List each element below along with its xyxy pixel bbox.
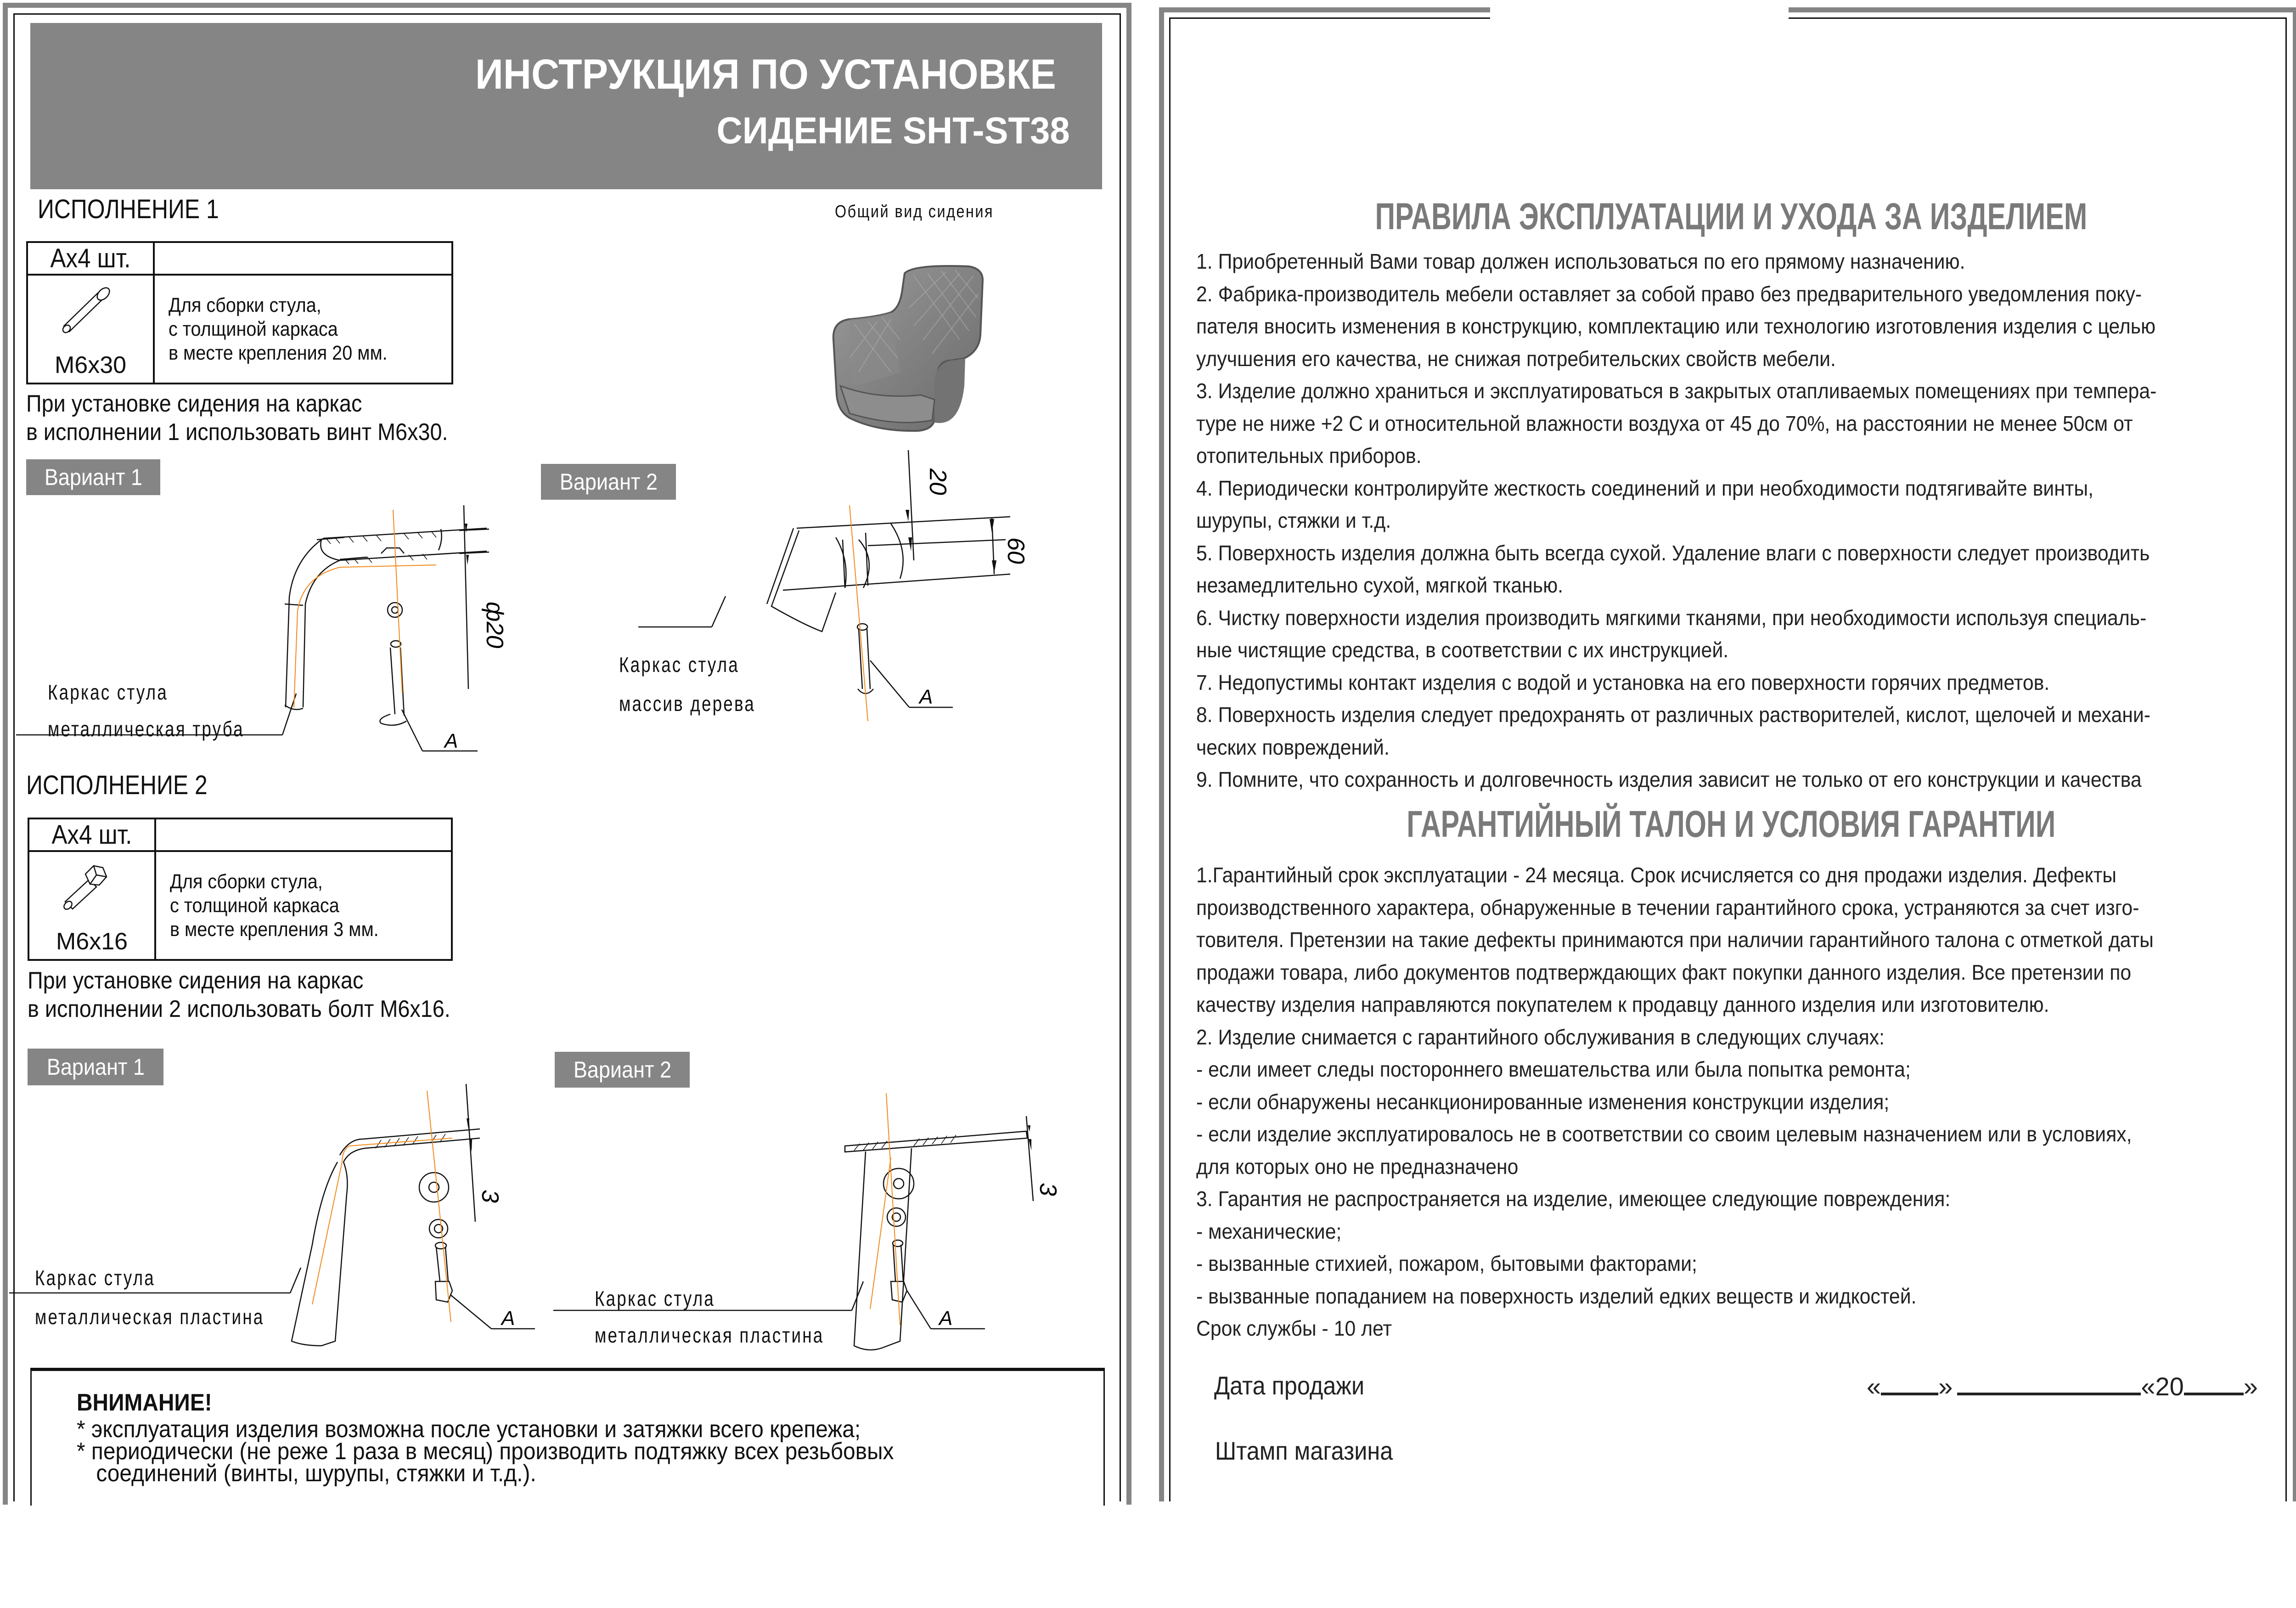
close-quote: »	[1938, 1372, 1953, 1401]
text-line: 6. Чистку поверхности изделия производить мягкими тканями, при необходимости используя специаль-	[1196, 605, 2147, 630]
text-line: - вызванные попаданием на поверхность изделий едких веществ и жидкостей.	[1196, 1284, 1917, 1308]
execution-1-note	[26, 389, 448, 446]
general-view-caption: Общий вид сидения	[835, 202, 994, 221]
material-label: металлическая пластина	[35, 1305, 264, 1329]
text-line: туре не ниже +2 С и относительной влажности воздуха от 45 до 70%, на расстоянии не менее 50см от	[1196, 411, 2133, 435]
text-line: Срок службы - 10 лет	[1196, 1316, 1392, 1340]
note-line: в исполнении 1 использовать винт М6х30.	[26, 419, 448, 446]
dimension-3: 3	[477, 1190, 503, 1203]
text-line: - если изделие эксплуатировалось не в соответствии со своим целевым назначением или в условиях,	[1196, 1122, 2132, 1146]
text-line: 4. Периодически контролируйте жесткость соединений и при необходимости подтягивайте винты,	[1196, 476, 2094, 500]
frame-label: Каркас стула	[35, 1266, 155, 1290]
fastener-cell	[27, 275, 154, 384]
sale-date-label: Дата продажи	[1214, 1371, 1365, 1400]
chair-seat-image	[822, 248, 1024, 446]
bolt-icon	[57, 861, 121, 912]
frame-label: Каркас стула	[595, 1286, 715, 1310]
text-line: отопительных приборов.	[1196, 444, 1422, 468]
execution-1-variant-1-label	[26, 459, 160, 495]
material-label: металлическая пластина	[595, 1323, 824, 1347]
note-line: в исполнении 2 использовать болт М6х16.	[28, 996, 450, 1022]
part-label-a: А	[501, 1307, 515, 1330]
part-label-a: А	[919, 686, 933, 708]
text-line: продажи товара, либо документов подтверждающих факт покупки данного изделия. Все претензии по	[1196, 960, 2132, 984]
page-title: ИНСТРУКЦИЯ ПО УСТАНОВКЕ	[475, 51, 1056, 98]
sale-date-field[interactable]	[1867, 1371, 2258, 1401]
product-subtitle: СИДЕНИЕ SHT-ST38	[716, 110, 1070, 152]
year-prefix: «20	[2141, 1372, 2184, 1401]
text-line: 3. Изделие должно храниться и эксплуатироваться в закрытых отапливаемых помещениях при темпера-	[1196, 379, 2157, 403]
parts-table-2	[28, 818, 453, 961]
fastener-description	[154, 275, 452, 384]
execution-2-title: ИСПОЛНЕНИЕ 2	[26, 770, 208, 800]
variant-label-text: Вариант 1	[46, 1054, 145, 1080]
text-line: 8. Поверхность изделия следует предохранять от различных растворителей, кислот, щелочей и механи-	[1196, 703, 2151, 727]
top-frame-gap	[1490, 5, 1789, 21]
description-line: в месте крепления 3 мм.	[170, 918, 379, 941]
year-blank[interactable]	[2184, 1371, 2244, 1395]
header-banner	[30, 23, 1102, 189]
rules-title	[1176, 195, 2287, 238]
text-line: пателя вносить изменения в конструкцию, комплектацию или технологию изготовления изделия с целью	[1196, 314, 2156, 338]
variant-label-text: Вариант 1	[44, 464, 142, 490]
warranty-list	[1196, 859, 2226, 1345]
diagram-metal-tube	[0, 496, 508, 753]
text-line: для которых оно не предназначено	[1196, 1154, 1519, 1179]
text-line: 2. Изделие снимается с гарантийного обслуживания в следующих случаях:	[1196, 1025, 1885, 1049]
text-line: - механические;	[1196, 1219, 1342, 1243]
attention-text	[77, 1388, 894, 1488]
text-line: незамедлительно сухой, мягкой тканью.	[1196, 573, 1564, 597]
rules-list	[1196, 245, 2229, 796]
text-line: ческих повреждений.	[1196, 735, 1390, 759]
text-line: 9. Помните, что сохранность и долговечность изделия зависит не только от его конструкции и качества	[1196, 767, 2142, 791]
attention-title: ВНИМАНИЕ!	[77, 1389, 212, 1416]
screw-icon	[56, 284, 120, 334]
attention-line: * периодически (не реже 1 раза в месяц) производить подтяжку всех резьбовых	[77, 1438, 894, 1465]
description-line: с толщиной каркаса	[170, 894, 339, 917]
attention-box	[30, 1368, 1105, 1506]
day-blank[interactable]	[1881, 1371, 1938, 1395]
parts-table-1	[26, 241, 453, 384]
text-line: 2. Фабрика-производитель мебели оставляет за собой право без предварительного уведомления поку-	[1196, 282, 2142, 306]
variant-label-text: Вариант 2	[573, 1057, 671, 1083]
empty-cell	[155, 818, 452, 851]
note-line: При установке сидения на каркас	[26, 390, 362, 417]
description-line: Для сборки стула,	[170, 870, 323, 893]
text-line: ные чистящие средства, в соответствии с их инструкцией.	[1196, 638, 1729, 662]
text-line: 1. Приобретенный Вами товар должен использоваться по его прямому назначению.	[1196, 249, 1965, 273]
warranty-title-text: ГАРАНТИЙНЫЙ ТАЛОН И УСЛОВИЯ ГАРАНТИИ	[1407, 803, 2056, 845]
attention-line: * эксплуатация изделия возможна после установки и затяжки всего крепежа;	[77, 1416, 861, 1443]
dimension-phi20: ф20	[481, 602, 508, 649]
year-suffix: »	[2243, 1372, 2258, 1401]
text-line: качеству изделия направляются покупателем к продавцу данного изделия или изготовителю.	[1196, 993, 2049, 1016]
warranty-title	[1176, 803, 2287, 846]
text-line: 5. Поверхность изделия должна быть всегда сухой. Удаление влаги с поверхности следует производить	[1196, 541, 2150, 565]
diagram-solid-wood	[528, 441, 1033, 739]
text-line: шурупы, стяжки и т.д.	[1196, 508, 1391, 532]
part-label-a: А	[939, 1307, 953, 1330]
description-line: Для сборки стула,	[169, 293, 321, 316]
fastener-size: М6х16	[56, 928, 128, 955]
text-line: производственного характера, обнаруженные в течении гарантийного срока, устраняются за счет изго-	[1196, 895, 2139, 920]
attention-line: соединений (винты, шурупы, стяжки и т.д.).	[96, 1460, 536, 1487]
fastener-cell	[28, 851, 155, 960]
text-line: улучшения его качества, не снижая потребительских свойств мебели.	[1196, 346, 1836, 371]
part-label-a: А	[445, 730, 458, 752]
fastener-size: М6х30	[54, 352, 127, 378]
dimension-20: 20	[924, 468, 951, 495]
text-line: - вызванные стихией, пожаром, бытовыми факторами;	[1196, 1252, 1697, 1275]
dimension-3: 3	[1035, 1183, 1061, 1196]
dimension-60: 60	[1002, 537, 1029, 564]
description-line: в месте крепления 20 мм.	[169, 341, 388, 364]
note-line: При установке сидения на каркас	[28, 967, 364, 994]
quantity-cell: Ах4 шт.	[36, 818, 148, 851]
text-line: - если имеет следы постороннего вмешательства или была попытка ремонта;	[1196, 1057, 1911, 1081]
material-label: массив дерева	[619, 692, 755, 716]
description-line: с толщиной каркаса	[169, 317, 338, 340]
store-stamp-label: Штамп магазина	[1215, 1436, 1393, 1465]
text-line: 1.Гарантийный срок эксплуатации - 24 месяца. Срок исчисляется со дня продажи изделия. Дефекты	[1196, 863, 2117, 887]
text-line: - если обнаружены несанкционированные изменения конструкции изделия;	[1196, 1089, 1890, 1114]
execution-2-note	[28, 966, 450, 1023]
execution-1-title: ИСПОЛНЕНИЕ 1	[38, 194, 219, 224]
text-line: 7. Недопустимы контакт изделия с водой и установка на его поверхности горячих предметов.	[1196, 670, 2050, 694]
fastener-description	[155, 851, 452, 960]
month-blank[interactable]	[1957, 1371, 2141, 1395]
empty-cell	[154, 242, 452, 275]
quantity-cell: Ах4 шт.	[35, 242, 146, 275]
rules-title-text: ПРАВИЛА ЭКСПЛУАТАЦИИ И УХОДА ЗА ИЗДЕЛИЕМ	[1375, 196, 2088, 237]
variant-label-text: Вариант 2	[559, 469, 658, 495]
frame-label: Каркас стула	[48, 680, 168, 704]
frame-label: Каркас стула	[619, 653, 739, 677]
material-label: металлическая труба	[48, 717, 244, 741]
text-line: товителя. Претензии на такие дефекты принимаются при наличии гарантийного талона с отметкой даты	[1196, 928, 2154, 952]
text-line: 3. Гарантия не распространяется на изделие, имеющее следующие повреждения:	[1196, 1187, 1951, 1211]
open-quote: «	[1867, 1372, 1881, 1401]
